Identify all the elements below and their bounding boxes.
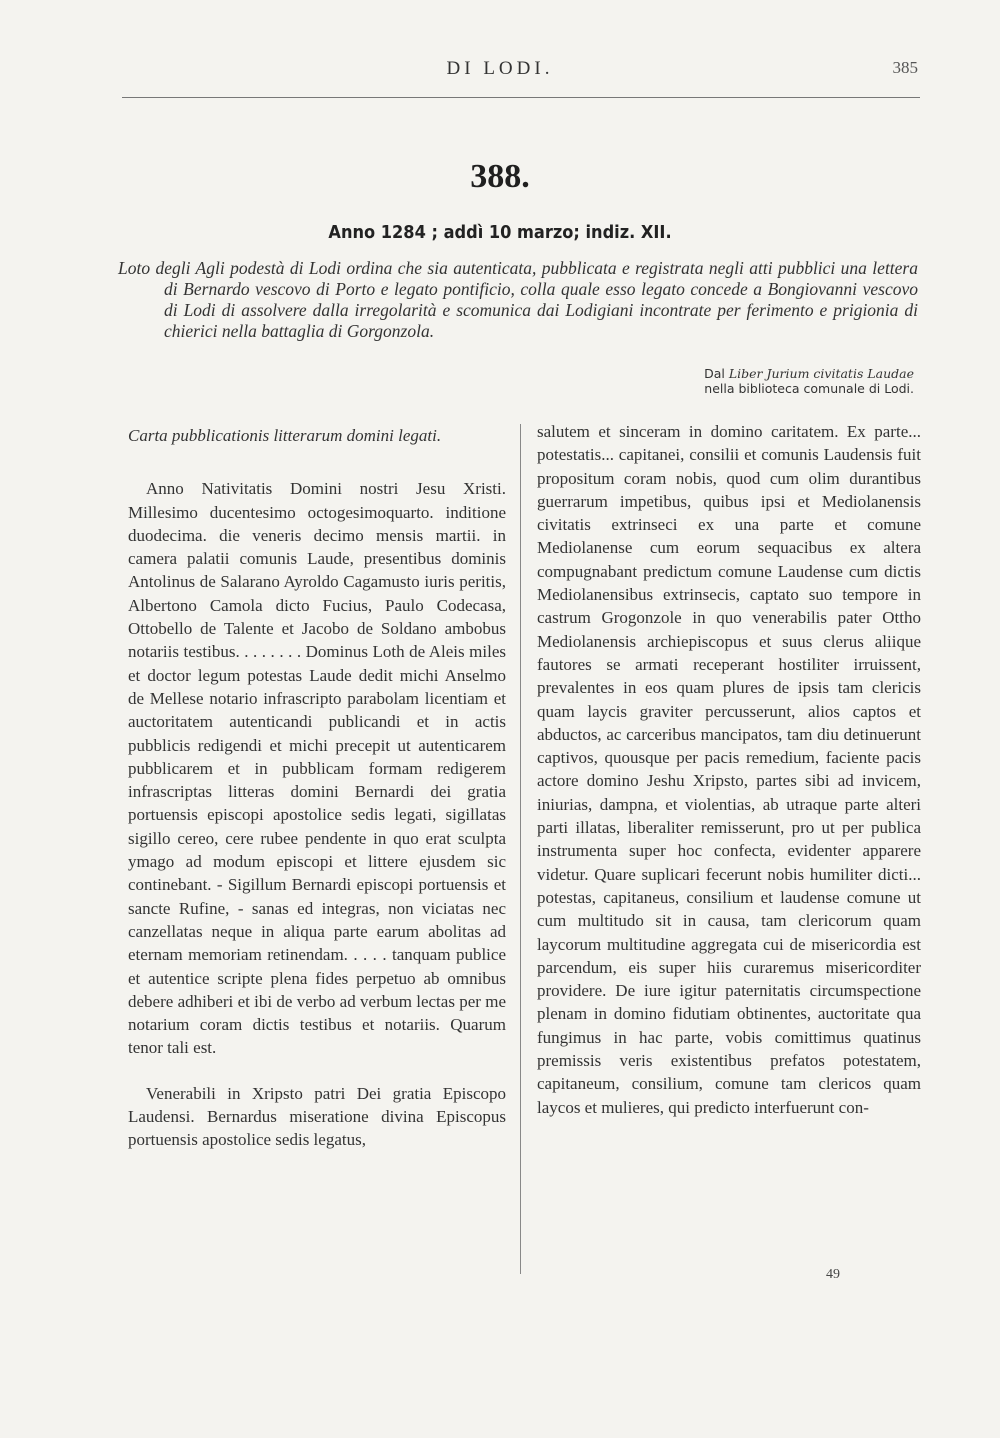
source-note [704, 366, 914, 396]
source-location: nella biblioteca comunale di Lodi. [704, 381, 914, 396]
paragraph [128, 477, 506, 1059]
running-title: DI LODI. [446, 58, 554, 79]
source-title: Liber Jurium civitatis Laudae [728, 366, 914, 381]
date-line: Anno 1284 ; addì 10 marzo; indiz. XII. [328, 222, 672, 243]
right-column [537, 420, 921, 1119]
charter-title: Carta pubblicationis litterarum domini legati. [128, 426, 442, 445]
sheet-signature: 49 [826, 1267, 840, 1282]
summary-text: Loto degli Agli podestà di Lodi ordina che sia autenticata, pubblicata e registrata negli atti pubblici una lettera di Bernardo vescovo di Porto e legato pontificio, colla quale esso legato concede a Bongiovanni vescovo di Lodi di assolvere dalla irregolarità e scomunica dai Lodigiani incontrate per ferimento e prigionia di chierici nella battaglia di Gorgonzola. [118, 258, 918, 341]
document-summary [118, 258, 918, 342]
column-divider [520, 424, 521, 1274]
left-column [128, 424, 506, 1174]
paragraph-text: Venerabili in Xripsto patri Dei gratia Episcopo Laudensi. Bernardus miseratione divina Episcopus portuensis apostolice sedis legatus, [128, 1083, 506, 1150]
paragraph-text: Anno Nativitatis Domini nostri Jesu Xristi. Millesimo ducentesimo octogesimoquarto. inditione duodecima. die veneris decimo mensis martii. in camera palatii comunis Laude, presentibus dominis Antolinus de Salarano Ayroldo Cagamusto iuris peritis, Albertono Camola dicto Fucius, Paulo Codecasa, Ottobello de Talente et Jacobo de Soldano ambobus notariis testibus. . . . . . . . Dominus Loth de Aleis miles et doctor legum potestas Laude dedit michi Anselmo de Mellese notario infrascripto parabolam licentiam et auctoritatem autenticandi publicandi et in actis pubblicis redigendi et michi precepit ut autenticarem pubblicarem et in pubblicam formam redigerem infrascriptas litteras domini Bernardi dei gratia portuensis episcopi apostolice sedis legati, sigillatas sigillo cereo, cere rubee pendente in quo erat sculpta ymago ad modum episcopi et littere ejusdem sic continebant. - Sigillum Bernardi episcopi portuensis et sancte Rufine, - sanas ed integras, non viciatas nec canzellatas neque in aliqua parte earum abolitas ad eternam memoriam retinendam. . . . . tanquam publice et autentice scripte plena fides perpetuo ab omnibus debere adhiberi et ibi de verbo ad verbum lectas per me notarium coram dictis testibus et notariis. Quarum tenor tali est. [128, 479, 506, 1058]
paragraph-text: salutem et sinceram in domino caritatem. Ex parte... potestatis... capitanei, consilii et comunis Laudensis fuit propositum coram nobis, quod cum olim durantibus guerrarum impetibus, quibus ipsi et Mediolanensis civitatis extrinseci ex una parte et comune Mediolanense cum eorum sequacibus ex altera compugnabant predictum comune Laudense cum dictis Mediolanensibus extrinsecis, captato suo tempore in castrum Grogonzole in quo venerabilis pater Ottho Mediolanensis archiepiscopus et suus clerus aliique fautores se armati receperant hostiliter irruissent, prevalentes in eos quam plures de ipsis tam clericis quam laycis graviter percusserunt, alios captos et abductos, ac carceribus mancipatos, tam diu detinuerunt captivos, quousque per pacis remedium, faciente pacis actore domino Jeshu Xripsto, partes sibi ad invicem, iniurias, dampna, et violentias, ab utraque parte alteri parti illatas, liberaliter remisserunt, pro ut per publica instrumenta super hoc confecta, evidenter apparere videtur. Quare suplicari fecerunt nobis humiliter dicti... potestas, capitaneus, consilium et laudense comune ut cum multitudo sit in causa, tam clericorum quam laycorum multitudine aggregata cui de misericordia est parcendum, eis super hiis curaremus misericorditer providere. De iure igitur paternitatis circumspectione plenam in domino fidutiam obtinentes, auctoritate qua fungimus in hac parte, vobis comittimus quatinus premissis veris existentibus prefatos potestatem, capitaneum, consilium, comune tam clericos quam laycos et mulieres, qui predicto interfuerunt con- [537, 422, 921, 1117]
source-prefix: Dal [704, 366, 725, 381]
document-number: 388. [470, 158, 530, 195]
header-rule [122, 97, 920, 98]
page-number: 385 [892, 58, 918, 77]
paragraph [128, 1082, 506, 1152]
